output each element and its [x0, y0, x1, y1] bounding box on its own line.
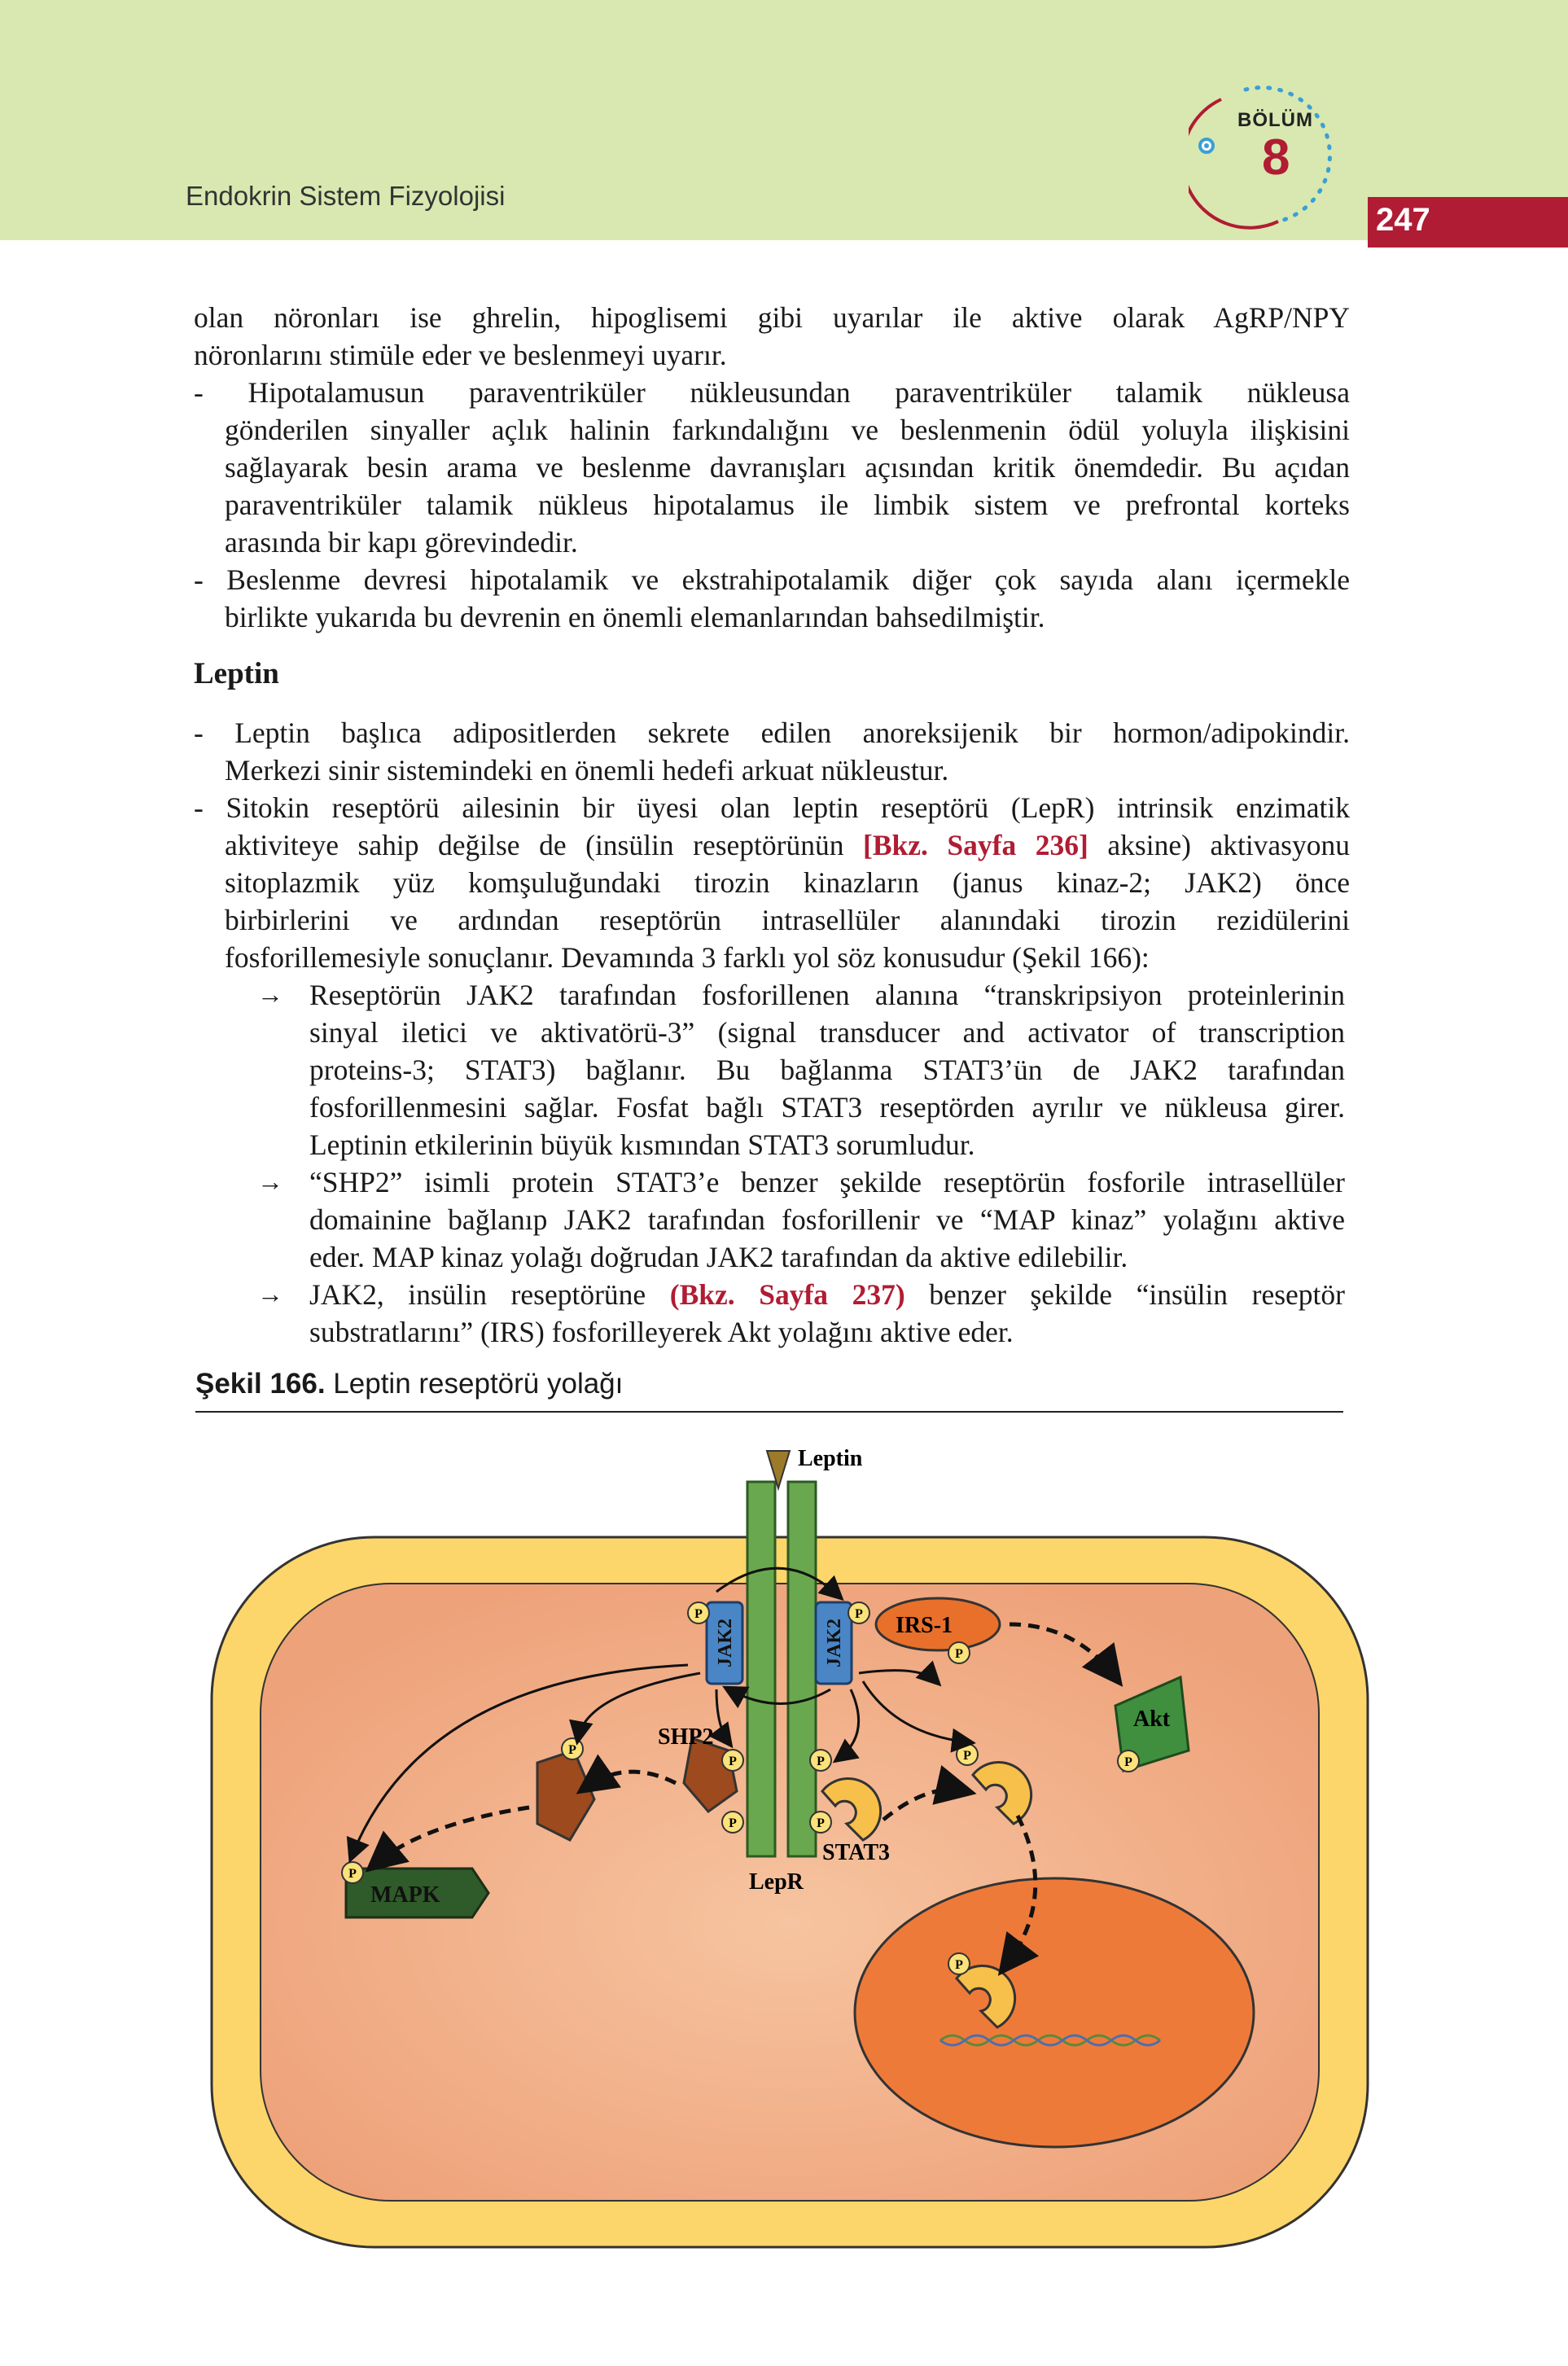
text-line: Reseptörün JAK2 tarafından fosforillenen alanına “transkripsiyon proteinlerinin — [309, 979, 1345, 1011]
figure-title: Leptin reseptörü yolağı — [325, 1368, 624, 1400]
text-line: fosforillemesiyle sonuçlanır. Devamında 3 farklı yol söz konusudur (Şekil 166): — [225, 941, 1150, 974]
text-line: birlikte yukarıda bu devrenin en önemli elemanlarından bahsedilmiştir. — [225, 601, 1045, 633]
stat3-label: STAT3 — [822, 1840, 890, 1865]
book-title: Endokrin Sistem Fizyolojisi — [186, 181, 506, 211]
svg-text:P: P — [694, 1607, 703, 1621]
text-line: gönderilen sinyaller açlık halinin farkındalığını ve beslenmenin ödül yoluyla ilişkisini — [225, 414, 1350, 446]
svg-text:P: P — [729, 1816, 737, 1830]
text-line: substratlarını” (IRS) fosforilleyerek Akt yolağını aktive eder. — [309, 1316, 1014, 1348]
subitem-shp2 — [309, 1163, 1345, 1276]
svg-text:P: P — [855, 1607, 863, 1621]
arrow-bullet-icon: → — [257, 979, 283, 1009]
text-line: proteins-3; STAT3) bağlanır. Bu bağlanma STAT3’ün de JAK2 tarafından — [309, 1054, 1345, 1086]
text-line: - Sitokin reseptörü ailesinin bir üyesi olan leptin reseptörü (LepR) intrinsik enzimatik — [194, 791, 1350, 824]
svg-text:P: P — [955, 1647, 963, 1661]
text-line — [194, 826, 1350, 864]
section-heading-leptin: Leptin — [194, 657, 279, 690]
text-line: fosforillenmesini sağlar. Fosfat bağlı STAT3 reseptörden ayrılır ve nükleusa girer. — [309, 1091, 1345, 1124]
text-line: olan nöronları ise ghrelin, hipoglisemi gibi uyarılar ile aktive olarak AgRP/NPY — [194, 301, 1350, 334]
text-line: birbirlerini ve ardından reseptörün intrasellüler alanındaki tirozin rezidülerini — [225, 904, 1350, 936]
svg-text:P: P — [963, 1749, 971, 1763]
svg-text:P: P — [568, 1743, 576, 1757]
text-line: sağlayarak besin arama ve beslenme davranışları açısından kritik önemdedir. Bu açıdan — [225, 451, 1350, 484]
svg-text:P: P — [817, 1755, 825, 1768]
bullet-leptin-source — [194, 714, 1350, 789]
text-line: domainine bağlanıp JAK2 tarafından fosforillenir ve “MAP kinaz” yolağını aktive — [309, 1203, 1345, 1236]
jak2-left-label: JAK2 — [715, 1619, 736, 1667]
subitem-irs — [309, 1276, 1345, 1351]
text-fragment: aksine) aktivasyonu — [1088, 829, 1351, 861]
page-reference-236[interactable]: [Bkz. Sayfa 236] — [863, 829, 1088, 861]
text-line: - Leptin başlıca adipositlerden sekrete edilen anoreksijenik bir hormon/adipokindir. — [194, 716, 1350, 749]
figure-number: Şekil 166. — [195, 1368, 326, 1400]
lepr-label: LepR — [749, 1869, 804, 1895]
svg-text:P: P — [955, 1958, 963, 1972]
irs1-label: IRS-1 — [896, 1613, 953, 1638]
shp2-label: SHP2 — [658, 1724, 714, 1750]
svg-text:P: P — [1124, 1755, 1132, 1769]
svg-text:P: P — [817, 1816, 825, 1830]
bullet-leptin-receptor — [194, 789, 1350, 976]
mapk-label: MAPK — [370, 1882, 440, 1908]
leptin-label: Leptin — [798, 1446, 863, 1471]
chapter-label: BÖLÜM — [1237, 109, 1313, 131]
text-line: - Beslenme devresi hipotalamik ve ekstrahipotalamik diğer çok sayıda alanı içermekle — [194, 563, 1350, 596]
text-line: nöronlarını stimüle eder ve beslenmeyi uyarır. — [194, 339, 727, 371]
nucleus — [855, 1878, 1254, 2147]
figure-caption — [195, 1368, 623, 1400]
text-fragment: benzer şekilde “insülin reseptör — [904, 1278, 1345, 1311]
svg-text:P: P — [729, 1755, 737, 1768]
jak2-right-label: JAK2 — [824, 1619, 845, 1667]
svg-text:P: P — [348, 1867, 357, 1881]
text-line: arasında bir kapı görevindedir. — [225, 526, 578, 559]
page-reference-237[interactable]: (Bkz. Sayfa 237) — [669, 1278, 905, 1311]
text-line: sinyal iletici ve aktivatörü-3” (signal transducer and activator of transcription — [309, 1016, 1345, 1049]
lepr-bar-left — [747, 1482, 775, 1856]
text-line: paraventriküler talamik nükleus hipotalamus ile limbik sistem ve prefrontal korteks — [225, 489, 1350, 521]
page-number: 247 — [1376, 202, 1430, 238]
text-line: Leptinin etkilerinin büyük kısmından STAT3 sorumludur. — [309, 1128, 975, 1161]
bullet-paraventricular — [194, 374, 1350, 561]
text-line — [309, 1276, 1345, 1313]
arrow-bullet-icon: → — [257, 1279, 283, 1308]
akt-label: Akt — [1133, 1707, 1171, 1732]
chapter-number: 8 — [1262, 129, 1290, 186]
text-line: eder. MAP kinaz yolağı doğrudan JAK2 tarafından da aktive edilebilir. — [309, 1241, 1128, 1273]
text-line: Merkezi sinir sistemindeki en önemli hedefi arkuat nükleustur. — [225, 754, 949, 786]
arrow-bullet-icon: → — [257, 1167, 283, 1196]
leptin-pathway-diagram — [0, 1417, 1568, 2255]
text-line: sitoplazmik yüz komşuluğundaki tirozin kinazların (janus kinaz-2; JAK2) önce — [225, 866, 1350, 899]
text-line: “SHP2” isimli protein STAT3’e benzer şekilde reseptörün fosforile intrasellüler — [309, 1166, 1345, 1198]
caption-rule — [195, 1411, 1343, 1413]
subitem-stat3 — [309, 976, 1345, 1163]
intro-paragraph — [194, 299, 1350, 374]
bullet-feeding-circuit — [194, 561, 1350, 636]
text-fragment: JAK2, insülin reseptörüne — [309, 1278, 670, 1311]
lepr-bar-right — [788, 1482, 816, 1856]
text-fragment: aktiviteye sahip değilse de (insülin reseptörünün — [225, 829, 864, 861]
text-line: - Hipotalamusun paraventriküler nükleusundan paraventriküler talamik nükleusa — [194, 376, 1350, 409]
